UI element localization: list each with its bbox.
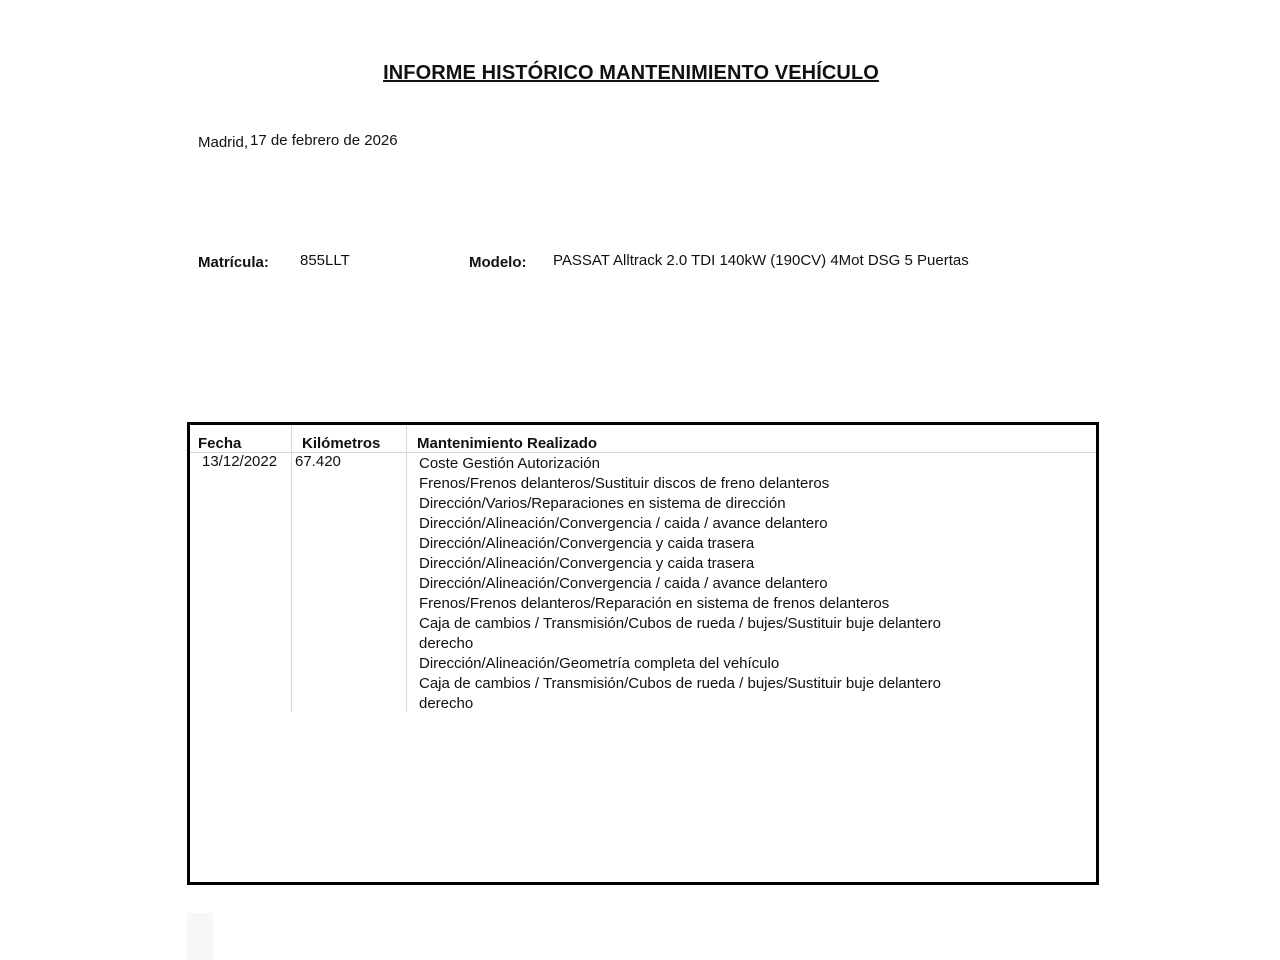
maintenance-task: Caja de cambios / Transmisión/Cubos de rueda / bujes/Sustituir buje delantero [419, 675, 941, 692]
maintenance-task: Dirección/Alineación/Convergencia y caida trasera [419, 535, 755, 552]
maintenance-task: Caja de cambios / Transmisión/Cubos de rueda / bujes/Sustituir buje delantero [419, 615, 941, 632]
report-date: 17 de febrero de 2026 [250, 132, 398, 149]
maintenance-task: Dirección/Alineación/Convergencia / caida / avance delantero [419, 575, 828, 592]
place-label: Madrid, [198, 134, 249, 151]
column-divider [291, 425, 292, 712]
maintenance-task: Coste Gestión Autorización [419, 455, 600, 472]
maintenance-task: Dirección/Varios/Reparaciones en sistema de dirección [419, 495, 786, 512]
maintenance-table [187, 422, 1099, 885]
report-title: INFORME HISTÓRICO MANTENIMIENTO VEHÍCULO [383, 62, 879, 84]
row-date: 13/12/2022 [202, 453, 278, 470]
maintenance-task: Dirección/Alineación/Convergencia y caida trasera [419, 555, 755, 572]
plate-value: 855LLT [300, 252, 350, 269]
model-value: PASSAT Alltrack 2.0 TDI 140kW (190CV) 4Mot DSG 5 Puertas [553, 252, 969, 269]
maintenance-task: Frenos/Frenos delanteros/Reparación en sistema de frenos delanteros [419, 595, 890, 612]
column-header-maintenance: Mantenimiento Realizado [417, 435, 598, 452]
column-header-date: Fecha [198, 435, 242, 452]
plate-label: Matrícula: [198, 254, 269, 271]
maintenance-task: Frenos/Frenos delanteros/Sustituir discos de freno delanteros [419, 475, 830, 492]
maintenance-task-list [419, 454, 941, 714]
column-divider [406, 425, 407, 712]
maintenance-task: derecho [419, 695, 474, 712]
column-header-km: Kilómetros [302, 435, 381, 452]
maintenance-task: derecho [419, 635, 474, 652]
page-edge-shadow [187, 913, 213, 960]
row-kilometers: 67.420 [295, 453, 341, 470]
maintenance-task: Dirección/Alineación/Geometría completa del vehículo [419, 655, 780, 672]
model-label: Modelo: [469, 254, 527, 271]
maintenance-task: Dirección/Alineación/Convergencia / caida / avance delantero [419, 515, 828, 532]
